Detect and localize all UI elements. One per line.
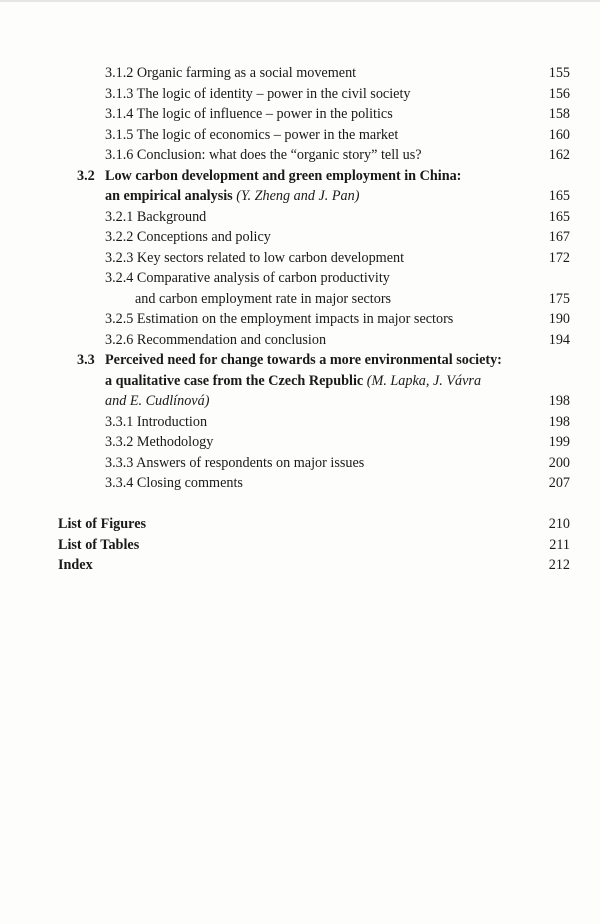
toc-entry: [0, 412, 600, 433]
toc-entry: [0, 330, 600, 351]
entry-page: 155: [548, 65, 570, 81]
entry-label: 3.3.3 Answers of respondents on major issues: [105, 454, 365, 471]
entry-page: 172: [548, 249, 570, 266]
toc-entry: [0, 63, 600, 84]
entry-label: List of Figures: [58, 516, 147, 532]
entry-page: 167: [548, 229, 570, 245]
section-title: Low carbon development and green employment in China:: [105, 167, 462, 184]
entry-page: 158: [548, 106, 570, 122]
entry-page: 165: [548, 188, 570, 204]
section-heading-cont: [0, 391, 600, 412]
entry-page: 199: [548, 434, 570, 450]
entry-page: 194: [548, 331, 570, 348]
toc-entry-cont: [0, 289, 600, 310]
section-authors: (M. Lapka, J. Vávra: [366, 372, 482, 389]
entry-label: 3.3.1 Introduction: [105, 413, 208, 430]
section-number: 3.3: [77, 352, 95, 368]
entry-label: 3.2.6 Recommendation and conclusion: [105, 331, 327, 348]
section-title: Perceived need for change towards a more environmental society:: [105, 352, 502, 368]
entry-label: 3.2.4 Comparative analysis of carbon productivity: [105, 270, 390, 286]
section-authors: and E. Cudlínová): [105, 393, 210, 409]
section-heading-cont: [0, 371, 600, 392]
entry-label: 3.1.2 Organic farming as a social movement: [105, 65, 357, 81]
toc-entry: [0, 145, 600, 166]
toc-entry-index: [0, 555, 600, 576]
entry-label: List of Tables: [58, 536, 140, 553]
toc-entry: [0, 432, 600, 453]
entry-label: 3.1.4 The logic of influence – power in the politics: [105, 106, 393, 122]
toc-entry: [0, 84, 600, 105]
entry-page: 212: [548, 557, 570, 573]
section-authors: (Y. Zheng and J. Pan): [236, 188, 360, 204]
entry-label: 3.3.4 Closing comments: [105, 475, 243, 491]
entry-page: 162: [548, 147, 570, 163]
section-title: a qualitative case from the Czech Republic: [105, 372, 367, 389]
section-title: an empirical analysis: [105, 188, 237, 204]
entry-page: 211: [549, 536, 570, 553]
entry-label: 3.1.6 Conclusion: what does the “organic story” tell us?: [105, 147, 422, 163]
entry-page: 198: [548, 393, 570, 409]
toc-entry: [0, 207, 600, 228]
toc-entry: [0, 125, 600, 146]
entry-page: 165: [548, 208, 570, 225]
toc-entry: [0, 453, 600, 474]
entry-page: 207: [548, 475, 570, 491]
entry-label: 3.2.2 Conceptions and policy: [105, 229, 271, 245]
entry-page: 198: [548, 413, 570, 430]
toc-entry: [0, 309, 600, 330]
entry-page: 190: [548, 311, 570, 327]
entry-label: 3.3.2 Methodology: [105, 434, 214, 450]
section-heading-cont: [0, 186, 600, 207]
table-of-contents: [0, 63, 600, 576]
entry-label: Index: [58, 557, 93, 573]
toc-entry: [0, 268, 600, 289]
toc-entry: [0, 227, 600, 248]
toc-entry-list-of-figures: [0, 514, 600, 535]
entry-label: 3.2.3 Key sectors related to low carbon development: [105, 249, 405, 266]
entry-label: 3.2.5 Estimation on the employment impacts in major sectors: [105, 311, 454, 327]
section-heading: [0, 350, 600, 371]
entry-label: 3.1.3 The logic of identity – power in the civil society: [105, 85, 411, 102]
entry-page: 210: [548, 516, 570, 532]
toc-entry: [0, 473, 600, 494]
entry-page: 160: [548, 126, 570, 143]
entry-label: 3.1.5 The logic of economics – power in the market: [105, 126, 399, 143]
entry-label: 3.2.1 Background: [105, 208, 207, 225]
toc-entry: [0, 104, 600, 125]
toc-entry-list-of-tables: [0, 535, 600, 556]
toc-entry: [0, 248, 600, 269]
entry-page: 156: [548, 85, 570, 102]
page-edge: [0, 0, 600, 2]
entry-page: 200: [548, 454, 570, 471]
section-heading: [0, 166, 600, 187]
section-number: 3.2: [77, 167, 95, 184]
entry-label: and carbon employment rate in major sectors: [135, 290, 392, 307]
entry-page: 175: [548, 290, 570, 307]
